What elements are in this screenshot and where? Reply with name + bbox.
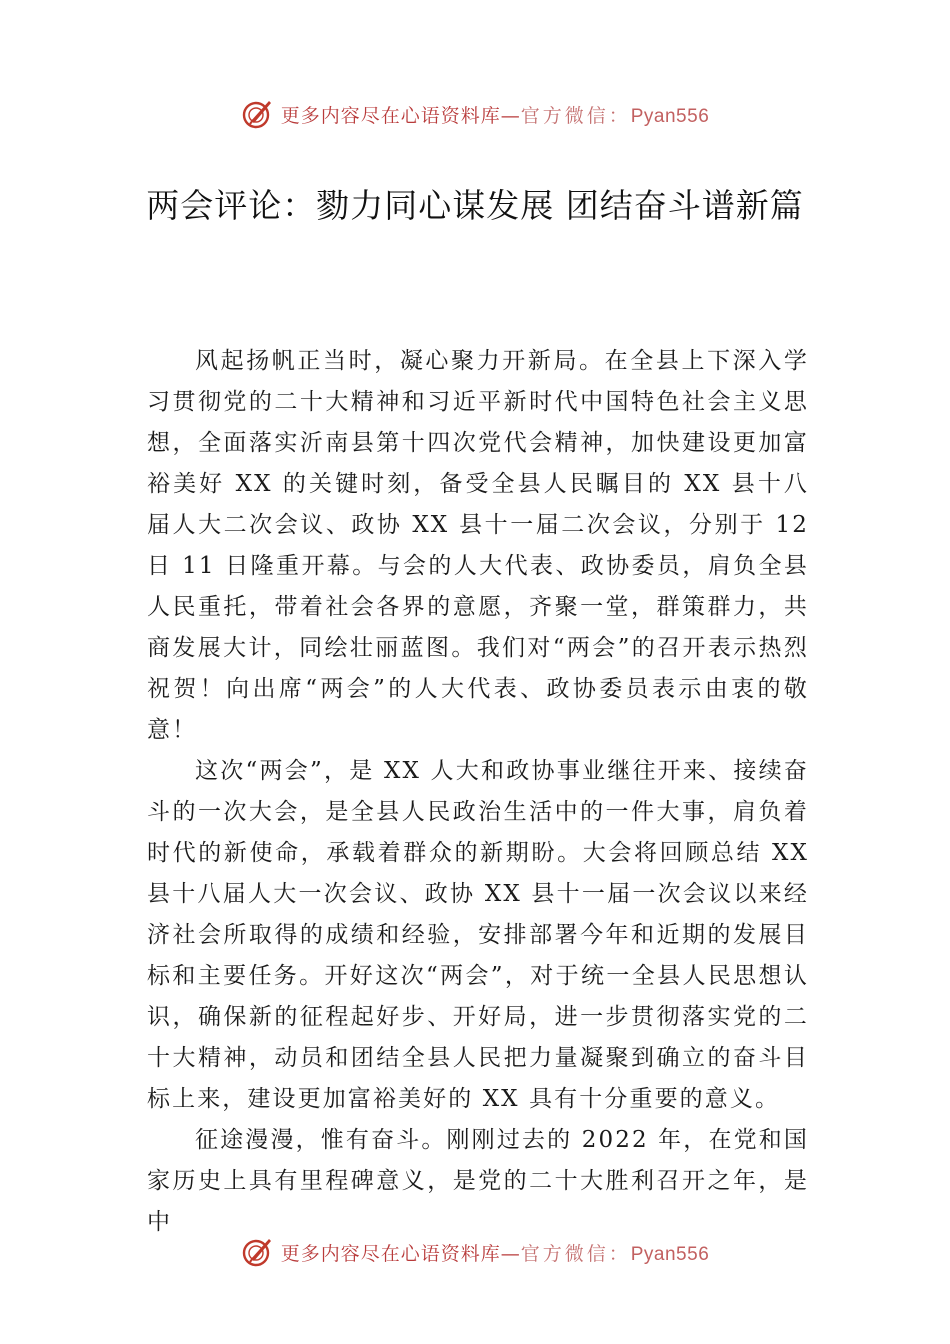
watermark-text: [281, 101, 710, 128]
paragraph-2: 这次“两会”，是 XX 人大和政协事业继往开来、接续奋斗的一次大会，是全县人民政治生活中的一件大事，肩负着时代的新使命，承载着群众的新期盼。大会将回顾总结 XX 县十八届人大一次会议、政协 XX 县十一届一次会议以来经济社会所取得的成绩和经验，安排部署今年和近期的发展目标和主要任务。开好这次“两会”，对于统一全县人民思想认识，确保新的征程起好步、开好局，进一步贯彻落实党的二十大精神，动员和团结全县人民把力量凝聚到确立的奋斗目标上来，建设更加富裕美好的 XX 具有十分重要的意义。: [147, 758, 809, 1112]
watermark-text: [281, 1239, 710, 1266]
watermark-wechat-id: Pyan556: [630, 105, 710, 127]
watermark-wechat-label: 官方微信：: [520, 1242, 631, 1265]
watermark-wechat-label: 官方微信：: [520, 104, 631, 127]
watermark-wechat-id: Pyan556: [630, 1243, 710, 1265]
watermark-banner-bottom: [0, 1232, 950, 1272]
seal-with-quill-logo: [241, 97, 275, 131]
watermark-brand: 更多内容尽在心语资料库: [280, 1242, 501, 1265]
seal-with-quill-logo: [241, 1235, 275, 1269]
paragraph-1: 风起扬帆正当时，凝心聚力开新局。在全县上下深入学习贯彻党的二十大精神和习近平新时代中国特色社会主义思想，全面落实沂南县第十四次党代会精神，加快建设更加富裕美好 XX 的关键时刻，备受全县人民瞩目的 XX 县十八届人大二次会议、政协 XX 县十一届二次会议，分别于 12 日 11 日隆重开幕。与会的人大代表、政协委员，肩负全县人民重托，带着社会各界的意愿，齐聚一堂，群策群力，共商发展大计，同绘壮丽蓝图。我们对“两会”的召开表示热烈祝贺！向出席“两会”的人大代表、政协委员表示由衷的敬意！: [147, 348, 809, 743]
watermark-brand: 更多内容尽在心语资料库: [280, 104, 501, 127]
watermark-banner-top: [0, 94, 950, 134]
watermark-dash: —: [500, 104, 521, 127]
document-body: [147, 341, 809, 1243]
document-title: 两会评论：勠力同心谋发展 团结奋斗谱新篇: [146, 186, 804, 225]
paragraph-3: 征途漫漫，惟有奋斗。刚刚过去的 2022 年，在党和国家历史上具有里程碑意义，是党的二十大胜利召开之年，是中: [147, 1127, 809, 1235]
watermark-dash: —: [500, 1242, 521, 1265]
